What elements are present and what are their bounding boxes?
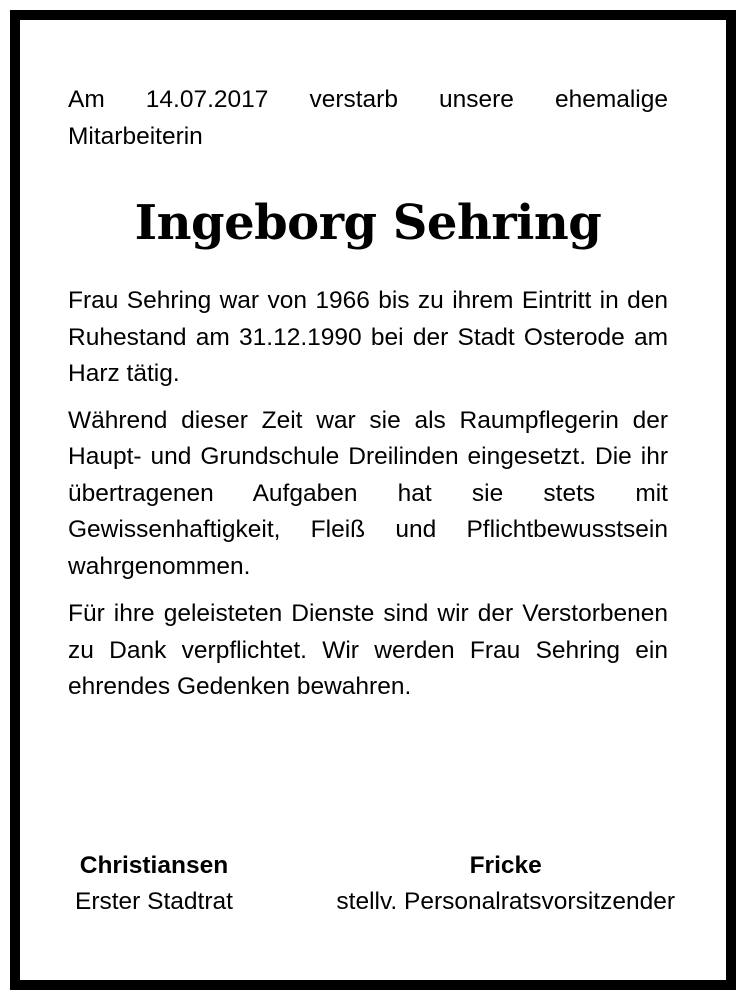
- signature-block: [75, 848, 675, 920]
- body-paragraph: Während dieser Zeit war sie als Raumpflegerin der Haupt- und Grundschule Dreilinden eingesetzt. Die ihr übertragenen Aufgaben hat sie stets mit Gewissenhaftigkeit, Fleiß und Pflichtbewusstsein wahrgenommen.: [68, 406, 668, 580]
- deceased-name: Ingeborg Sehring: [134, 195, 602, 251]
- intro-line: Mitarbeiterin: [68, 122, 203, 150]
- signatory-name: Christiansen: [79, 852, 229, 879]
- body-paragraph: Für ihre geleisteten Dienste sind wir der Verstorbenen zu Dank verpflichtet. Wir werden Frau Sehring ein ehrendes Gedenken bewahren.: [68, 600, 668, 700]
- intro-word: Am: [68, 86, 105, 113]
- intro-line: [68, 82, 668, 119]
- signatory-title: Erster Stadtrat: [75, 888, 233, 915]
- intro-word: unsere: [438, 86, 514, 113]
- signatory-name: Fricke: [469, 852, 542, 879]
- body-paragraph: Frau Sehring war von 1966 bis zu ihrem Eintritt in den Ruhestand am 31.12.1990 bei der Stadt Osterode am Harz tätig.: [68, 287, 668, 387]
- signatory-title: stellv. Personalratsvorsitzender: [336, 888, 675, 915]
- signature-right: [336, 848, 675, 920]
- intro-date: 14.07.2017: [145, 86, 269, 113]
- intro-word: ehemalige: [554, 86, 668, 113]
- obituary-notice: [68, 82, 668, 706]
- intro-word: verstarb: [309, 86, 398, 113]
- signature-left: [75, 848, 233, 920]
